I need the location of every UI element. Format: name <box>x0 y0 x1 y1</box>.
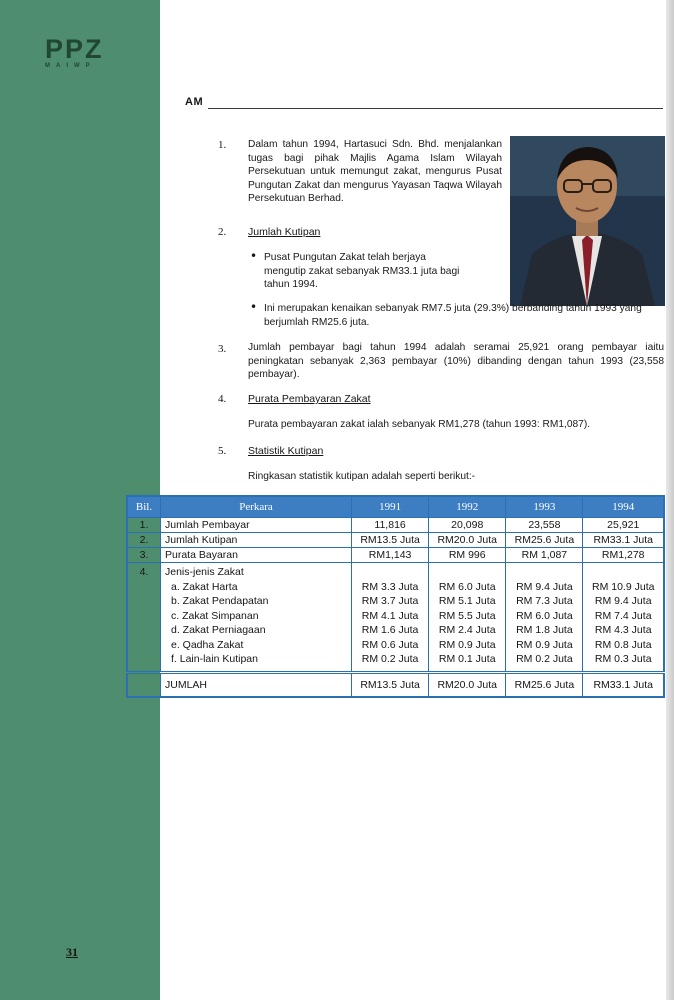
header-bil: Bil. <box>127 496 161 518</box>
row-1-perkara: Jumlah Pembayar <box>161 518 352 533</box>
sub-item-value: RM 0.6 Juta <box>361 638 419 651</box>
sub-item-label: b. Zakat Pendapatan <box>171 595 269 607</box>
row-4-1991 <box>352 563 429 673</box>
sub-item-value: RM 9.4 Juta <box>516 580 573 593</box>
item-1-number: 1. <box>218 139 227 151</box>
portrait-photo <box>510 136 665 306</box>
item-3-number: 3. <box>218 343 227 355</box>
sub-item-label: e. Qadha Zakat <box>171 638 244 651</box>
sub-item-value: RM 0.9 Juta <box>438 638 496 651</box>
row-1-1994: 25,921 <box>583 518 664 533</box>
group-title: Jenis-jenis Zakat <box>165 566 244 578</box>
row-2-1991: RM13.5 Juta <box>352 533 429 548</box>
bullet-2-dot: • <box>250 300 258 314</box>
row-4-1994 <box>583 563 664 673</box>
sub-item-value: RM 0.1 Juta <box>438 653 496 665</box>
header-1991: 1991 <box>352 496 429 518</box>
table-total-row <box>127 672 664 697</box>
item-4-text: Purata pembayaran zakat ialah sebanyak RM1,278 (tahun 1993: RM1,087). <box>248 419 591 430</box>
total-1993: RM25.6 Juta <box>506 672 583 697</box>
row-4-1992 <box>429 563 506 673</box>
sub-item-value: RM 0.2 Juta <box>516 653 573 665</box>
row-2-bil: 2. <box>127 533 161 548</box>
section-rule <box>208 108 663 109</box>
item-1-text: Dalam tahun 1994, Hartasuci Sdn. Bhd. menjalankan tugas bagi pihak Majlis Agama Islam Wilayah Persekutuan untuk memungut zakat, mengurus Pusat Pungutan Zakat dan mengurus Yayasan Taqwa Wilayah Persekutuan Berhad. <box>248 139 502 204</box>
statistics-table <box>126 495 665 698</box>
item-4-heading: Purata Pembayaran Zakat <box>248 393 371 405</box>
row-2-perkara: Jumlah Kutipan <box>161 533 352 548</box>
row-1-bil: 1. <box>127 518 161 533</box>
total-1994: RM33.1 Juta <box>583 672 664 697</box>
sub-item-value: RM 1.6 Juta <box>361 624 419 636</box>
sub-item-value: RM 7.3 Juta <box>516 595 573 607</box>
header-1993: 1993 <box>506 496 583 518</box>
total-1992: RM20.0 Juta <box>429 672 506 697</box>
row-2-1993: RM25.6 Juta <box>506 533 583 548</box>
item-2-bullet-2: Ini merupakan kenaikan sebanyak RM7.5 juta (29.3%) berbanding tahun 1993 yang berjumlah RM25.6 juta. <box>264 303 642 328</box>
row-4-bil-text: 4. <box>139 566 149 578</box>
sub-item-value: RM 3.3 Juta <box>361 580 419 593</box>
sub-item-label: f. Lain-lain Kutipan <box>171 653 258 665</box>
sub-item-value: RM 0.9 Juta <box>516 638 573 651</box>
ppz-logo <box>45 36 109 69</box>
item-2-heading: Jumlah Kutipan <box>248 226 321 238</box>
row-4-perkara <box>161 563 352 673</box>
sub-item-value: RM 1.8 Juta <box>516 624 573 636</box>
sub-item-value: RM 3.7 Juta <box>361 595 419 607</box>
page-edge-shadow <box>666 0 674 1000</box>
table-row <box>127 533 664 548</box>
header-perkara: Perkara <box>161 496 352 518</box>
sub-item-value: RM 7.4 Juta <box>594 609 652 622</box>
row-3-1992: RM 996 <box>429 548 506 563</box>
sub-item-value: RM 2.4 Juta <box>438 624 496 636</box>
page-number: 31 <box>66 945 78 959</box>
sub-item-value: RM 6.0 Juta <box>516 609 573 622</box>
table-header-row <box>127 496 664 518</box>
table-row <box>127 518 664 533</box>
total-label: JUMLAH <box>161 672 352 697</box>
table-row <box>127 548 664 563</box>
sub-item-value: RM 5.1 Juta <box>438 595 496 607</box>
row-3-bil: 3. <box>127 548 161 563</box>
total-bil <box>127 672 161 697</box>
sub-item-value: RM 0.8 Juta <box>594 638 652 651</box>
item-3-text: Jumlah pembayar bagi tahun 1994 adalah seramai 25,921 orang pembayar iaitu peningkatan sebanyak 2,363 pembayar (10%) dibanding dengan tahun 1993 (23,558 pembayar). <box>248 342 664 380</box>
table-row-zakat-types <box>127 563 664 673</box>
row-1-1993: 23,558 <box>506 518 583 533</box>
row-3-perkara: Purata Bayaran <box>161 548 352 563</box>
sub-item-value: RM 0.3 Juta <box>594 653 652 665</box>
bullet-1-dot: • <box>250 249 258 263</box>
sub-item-label: a. Zakat Harta <box>171 580 238 593</box>
section-title: AM <box>185 96 204 108</box>
item-4-number: 4. <box>218 393 227 405</box>
item-5-text: Ringkasan statistik kutipan adalah seperti berikut:- <box>248 471 476 482</box>
logo-main-text: PPZ <box>45 34 104 64</box>
row-3-1991: RM1,143 <box>352 548 429 563</box>
sub-item-value: RM 0.2 Juta <box>361 653 419 665</box>
sub-item-value: RM 9.4 Juta <box>594 595 652 607</box>
sub-item-label: d. Zakat Perniagaan <box>171 624 266 636</box>
row-1-1992: 20,098 <box>429 518 506 533</box>
row-2-1994: RM33.1 Juta <box>583 533 664 548</box>
sub-item-value: RM 5.5 Juta <box>438 609 496 622</box>
row-1-1991: 11,816 <box>352 518 429 533</box>
sub-item-value: RM 10.9 Juta <box>592 580 655 593</box>
sub-item-value: RM 4.1 Juta <box>361 609 419 622</box>
header-1992: 1992 <box>429 496 506 518</box>
row-4-bil <box>127 563 161 673</box>
item-5-number: 5. <box>218 445 227 457</box>
sub-item-value: RM 6.0 Juta <box>438 580 496 593</box>
total-1991: RM13.5 Juta <box>352 672 429 697</box>
logo-sub-text: MAIWP <box>45 63 96 69</box>
header-1994: 1994 <box>583 496 664 518</box>
row-3-1993: RM 1,087 <box>506 548 583 563</box>
item-2-number: 2. <box>218 226 227 238</box>
item-5-heading: Statistik Kutipan <box>248 445 324 457</box>
row-3-1994: RM1,278 <box>583 548 664 563</box>
sub-item-value: RM 4.3 Juta <box>594 624 652 636</box>
row-2-1992: RM20.0 Juta <box>429 533 506 548</box>
item-2-bullet-1: Pusat Pungutan Zakat telah berjaya mengutip zakat sebanyak RM33.1 juta bagi tahun 1994. <box>264 252 460 290</box>
sub-item-label: c. Zakat Simpanan <box>171 609 259 622</box>
row-4-1993 <box>506 563 583 673</box>
